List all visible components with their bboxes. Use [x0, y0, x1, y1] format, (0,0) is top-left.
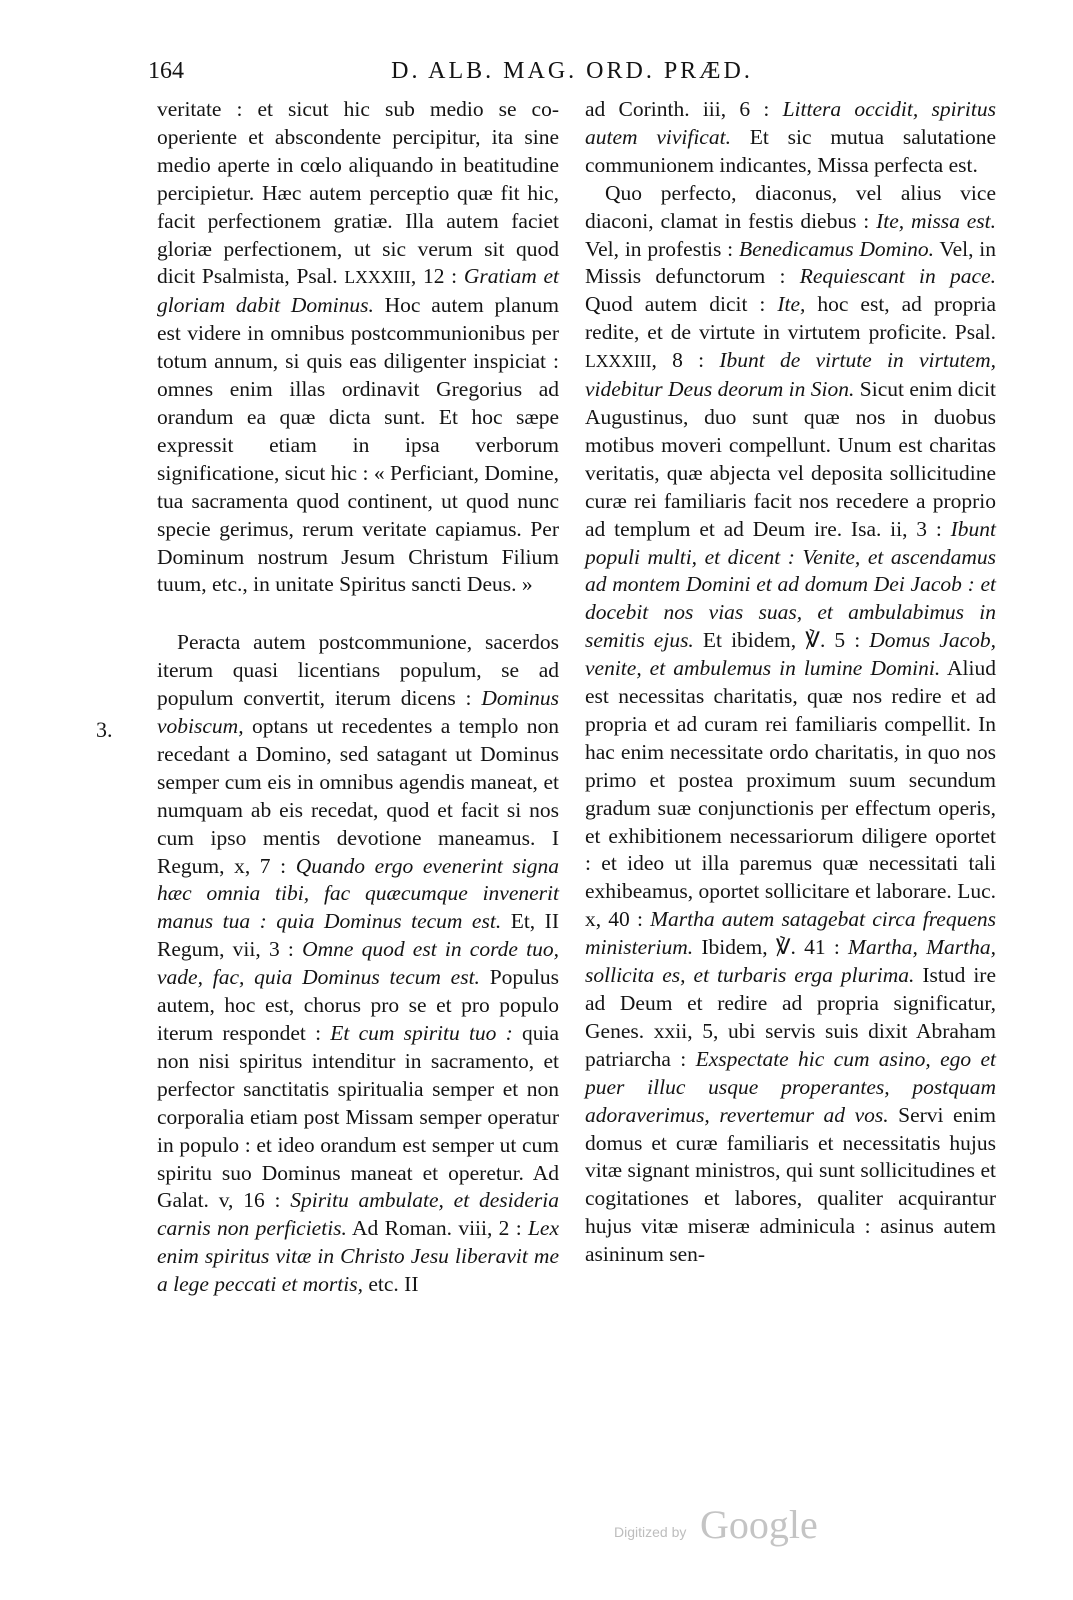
italic-citation: Omne quod est in corde tuo, vade, fac, quia Dominus tecum est.	[157, 937, 559, 990]
section-number: 3.	[96, 717, 113, 742]
running-title: D. ALB. MAG. ORD. PRÆD.	[391, 58, 753, 84]
text-run: Istud ire ad Deum et redire ad propria significatur, Genes. xxii, 5, ubi servis suis dixit Abraham patriarcha :	[585, 963, 996, 1071]
italic-citation: Gratiam et gloriam dabit Dominus.	[157, 264, 559, 318]
right-paragraph-1	[585, 96, 996, 180]
left-paragraph-2	[157, 629, 559, 1299]
italic-citation: Et cum spiritu tuo :	[330, 1021, 513, 1045]
italic-citation: Lex enim spiritus vitæ in Christo Jesu liberavit me a lege peccati et mortis,	[157, 1216, 559, 1297]
italic-citation: Littera occidit, spiritus autem vivificat.	[585, 97, 996, 149]
text-run: quia non nisi spiritus intenditur in sacramento, et perfector sanctitatis spiritualia semper et non corporalia etiam post Missam semper operatur in populo : et ideo orandum est semper ut cum spiritu suo Dominus maneat et operetur. Ad Galat. v, 16 :	[157, 1021, 559, 1213]
text-run: Hoc autem planum est videre in omnibus postcommunionibus per totum annum, si quis eas diligenter inspiciat : omnes enim illas ordinavit Gregorius ad orandum ea quæ dicta sunt. Et hoc sæpe expressit etiam in ipsa verborum significatione, sicut hic : « Perficiant, Domine, tua sacramenta quod continent, ut quod nunc specie gerimus, rerum veritate capiamus. Per Dominum nostrum Jesum Christum Filium tuum, etc., in unitate Spiritus sancti Deus. »	[157, 293, 559, 597]
text-run: veritate : et sicut hic sub medio se co-operiente et abscondente percipitur, ita sine medio aperte in cœlo aliquando in beatitudine percipietur. Hæc autem perceptio quæ fit hic, facit perfectionem gratiæ. Illa autem faciet gloriæ perfectionem, ut sic verum sit quod dicit Psalmista, Psal.	[157, 97, 559, 289]
text-run: hoc est, ad propria redite, et de virtute in virtutem proficite. Psal.	[585, 292, 996, 345]
italic-citation: Martha, Martha, sollicita es, et turbaris erga plurima.	[585, 935, 996, 988]
running-header	[148, 54, 996, 88]
digitized-by-text: Digitized by	[614, 1524, 687, 1540]
psalm-numeral: LXXXIII	[344, 267, 411, 288]
text-run: Et sic mutua salutatione communionem indicantes, Missa perfecta est.	[585, 124, 996, 177]
text-run: Sicut enim dicit Augustinus, duo sunt quæ nos in duobus motibus moveri compellunt. Unum est charitas veritatis, quæ abjecta vel deposita sollicitudine curæ rei familiaris facit nos recedere a proprio ad templum et ad Deum ire. Isa. ii, 3 :	[585, 377, 996, 541]
left-paragraph-1	[157, 96, 559, 599]
left-column	[157, 96, 559, 1299]
text-run: Servi enim domus et curæ familiaris et necessitatis hujus vitæ signant ministros, qui sunt sollicitudines et cogitationes et labores, qualiter acquirantur hujus vitæ miseræ adminicula : asinus autem asininum sen-	[585, 1102, 997, 1267]
italic-citation: Spiritu ambulate, et desideria carnis non perficietis.	[157, 1188, 559, 1241]
italic-citation: Requiescant in pace.	[799, 264, 996, 289]
text-run: Populus autem, hoc est, chorus pro se et pro populo iterum respondet :	[157, 965, 559, 1045]
text-run: Vel, in Missis defunctorum :	[585, 236, 996, 289]
right-paragraph-2	[585, 180, 996, 1269]
digitized-watermark	[614, 1502, 844, 1548]
italic-citation: Martha autem satagebat circa frequens ministerium.	[585, 907, 996, 960]
text-run: Vel, in profestis :	[585, 236, 739, 261]
text-run: Quod autem dicit :	[585, 292, 778, 317]
italic-citation: Quando ergo evenerint signa hæc omnia tibi, fac quæcumque invenerit manus tua : quia Dominus tecum est.	[157, 853, 559, 934]
text-run: optans ut recedentes a templo non recedant a Domino, sed satagant ut Dominus semper cum eis in omnibus agendis maneat, et numquam ab eis recedat, quod et facit si nos cum ipso mentis devotione maneamus. I Regum, x, 7 :	[157, 714, 559, 878]
italic-citation: Domus Jacob, venite, et ambulemus in lumine Domini.	[585, 628, 996, 681]
italic-citation: Ibunt populi multi, et dicent : Venite, et ascendamus ad montem Domini et ad domum Dei Jacob : et docebit nos vias suas, et ambulabimus in semitis ejus.	[585, 516, 996, 653]
psalm-numeral: LXXXIII	[585, 351, 652, 372]
text-run: Ad Roman. viii, 2 :	[346, 1216, 528, 1241]
page-number: 164	[148, 58, 184, 84]
italic-citation: Dominus vobiscum,	[157, 686, 559, 739]
text-run: etc. II	[362, 1272, 419, 1297]
text-run: , 12 :	[410, 264, 464, 289]
text-run: Et, II Regum, vii, 3 :	[157, 909, 559, 962]
text-run: , 8 :	[651, 348, 720, 373]
text-run: Ibidem, ℣. 41 :	[693, 935, 849, 960]
text-run: Et ibidem, ℣. 5 :	[693, 628, 870, 653]
right-column	[585, 96, 996, 1269]
google-logo: Google	[700, 1502, 818, 1547]
italic-citation: Ite, missa est.	[876, 208, 997, 233]
text-run: ad Corinth. iii, 6 :	[585, 97, 783, 121]
italic-citation: Ibunt de virtute in virtutem, videbitur Deus deorum in Sion.	[585, 348, 996, 402]
italic-citation: Ite,	[777, 292, 806, 317]
italic-citation: Benedicamus Domino.	[738, 236, 935, 261]
italic-citation: Exspectate hic cum asino, ego et puer illuc usque properantes, postquam adoraverimus, revertemur ad vos.	[585, 1046, 996, 1127]
text-run: Peracta autem postcommunione, sacerdos iterum quasi licentians populum, se ad populum convertit, iterum dicens :	[157, 630, 559, 711]
text-run: Quo perfecto, diaconus, vel alius vice diaconi, clamat in festis diebus :	[585, 180, 996, 233]
text-run: Aliud est necessitas charitatis, quæ nos redire et ad propria et ad curam rei familiaris compellit. In hac enim necessitate ordo charitatis, in quo nos primo et postea proximum suum secundum gradum suæ conjunctionis per effectum operis, et exhibitionem necessariorum diligere oportet : et ideo ut illa paremus quæ necessitati tali exhibeamus, oportet sollicitare et laborare. Luc. x, 40 :	[585, 656, 996, 932]
